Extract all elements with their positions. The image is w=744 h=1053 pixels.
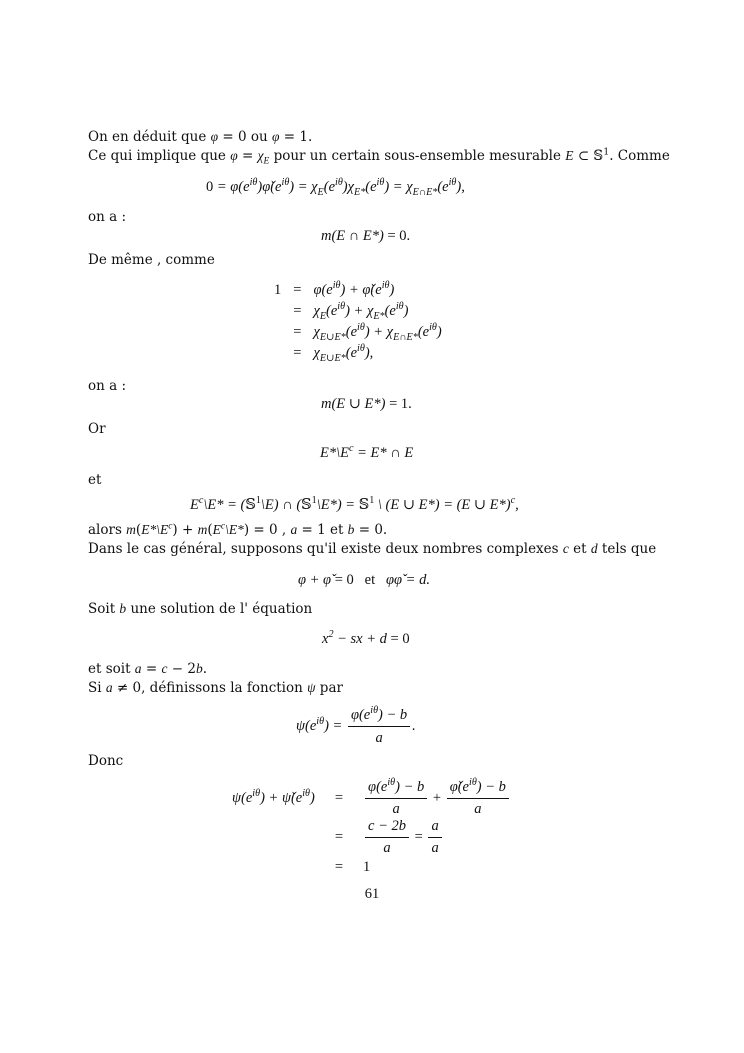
equation-sum-aligned bbox=[268, 280, 448, 364]
equation-set-difference-1: $E*\backslash E^c = E*$ ∩ E bbox=[320, 443, 414, 461]
paragraph-on-a-1: on a : bbox=[88, 209, 127, 225]
paragraph-on-a-2: on a : bbox=[88, 378, 127, 394]
paragraph-donc: Donc bbox=[88, 753, 124, 769]
paragraph-implication: Ce qui implique que $\varphi = \chi_E$ pour un certain sous-ensemble mesurable E ⊂ 𝕊$^1$. Comme bbox=[88, 146, 670, 167]
equation-row: = $\chi_{E\cup E*}(e^{i\theta}) + \chi_{E\cap E*}(e^{i\theta})$ bbox=[293, 322, 442, 343]
equation-row: $\psi(e^{i\theta})$ + $\psǐ(e^{i\theta})$ = $\frac{\varphi(e^{i\theta}) - b}{a}$ + $\frac{\varphǐ(e^{i\theta}) - b}{a}$ bbox=[226, 779, 517, 818]
equation-row: = $\chi_{E\cup E*}(e^{i\theta})$, bbox=[293, 343, 374, 364]
paragraph-de-meme: De même , comme bbox=[88, 252, 215, 268]
paragraph-soit-a: et soit a = c − 2b. bbox=[88, 661, 207, 677]
equation-product: $0 = \varphi(e^{i\theta})\varphǐ(e^{i\theta}) = \chi_E(e^{i\theta})\chi_{E*}(e^{i\theta}) = \chi_{E\cap E*}(e^{i\theta})$, bbox=[206, 177, 465, 198]
equation-psi-sum-aligned bbox=[226, 779, 517, 878]
equation-psi-definition: $\psi(e^{i\theta})$ = $\frac{\varphi(e^{i\theta}) - b}{a}$ . bbox=[296, 705, 416, 746]
equation-measure-intersection: m(E ∩ E*) = 0. bbox=[321, 228, 411, 244]
equation-measure-union: m(E ∪ E*) = 1. bbox=[321, 396, 412, 412]
fraction: $\frac{\varphi(e^{i\theta}) - b}{a}$ bbox=[348, 706, 410, 747]
paragraph-soit-b: Soit b une solution de l' équation bbox=[88, 601, 313, 617]
equation-quadratic: $x^2$ − sx + d = 0 bbox=[322, 629, 410, 647]
page-number: 61 bbox=[364, 886, 380, 902]
paragraph-or: Or bbox=[88, 421, 106, 437]
paragraph-conclusion: On en déduit que φ = 0 ou φ = 1. bbox=[88, 129, 313, 145]
equation-set-difference-2: $E^c\backslash E*$ = (𝕊$^1$\E) ∩ (𝕊$^1$\E*) = 𝕊$^1$ \ (E ∪ E*) = (E ∪ E*)$^c$, bbox=[190, 495, 519, 513]
equation-sum-product: φ + φ̌ = 0 et φφ̌ = d. bbox=[298, 572, 430, 588]
paragraph-et: et bbox=[88, 472, 102, 488]
paragraph-definition-psi: Si a ≠ 0, définissons la fonction ψ par bbox=[88, 680, 343, 696]
equation-row: = $\frac{c - 2b}{a}$ = $\frac{a}{a}$ bbox=[226, 818, 517, 857]
equation-row: = 1 bbox=[334, 859, 371, 875]
equation-row: = $\chi_E(e^{i\theta}) + \chi_{E*}(e^{i\theta})$ bbox=[293, 301, 409, 322]
paragraph-cas-general: Dans le cas général, supposons qu'il existe deux nombres complexes c et d tels que bbox=[88, 541, 657, 557]
paragraph-alors: alors $m(E*\backslash E^c)$ + $m(E^c\backslash E*) = 0$ , a = 1 et b = 0. bbox=[88, 521, 388, 538]
equation-row: 1 = $\varphi(e^{i\theta})$ + $\varphǐ(e^{i\theta})$ bbox=[274, 280, 395, 298]
